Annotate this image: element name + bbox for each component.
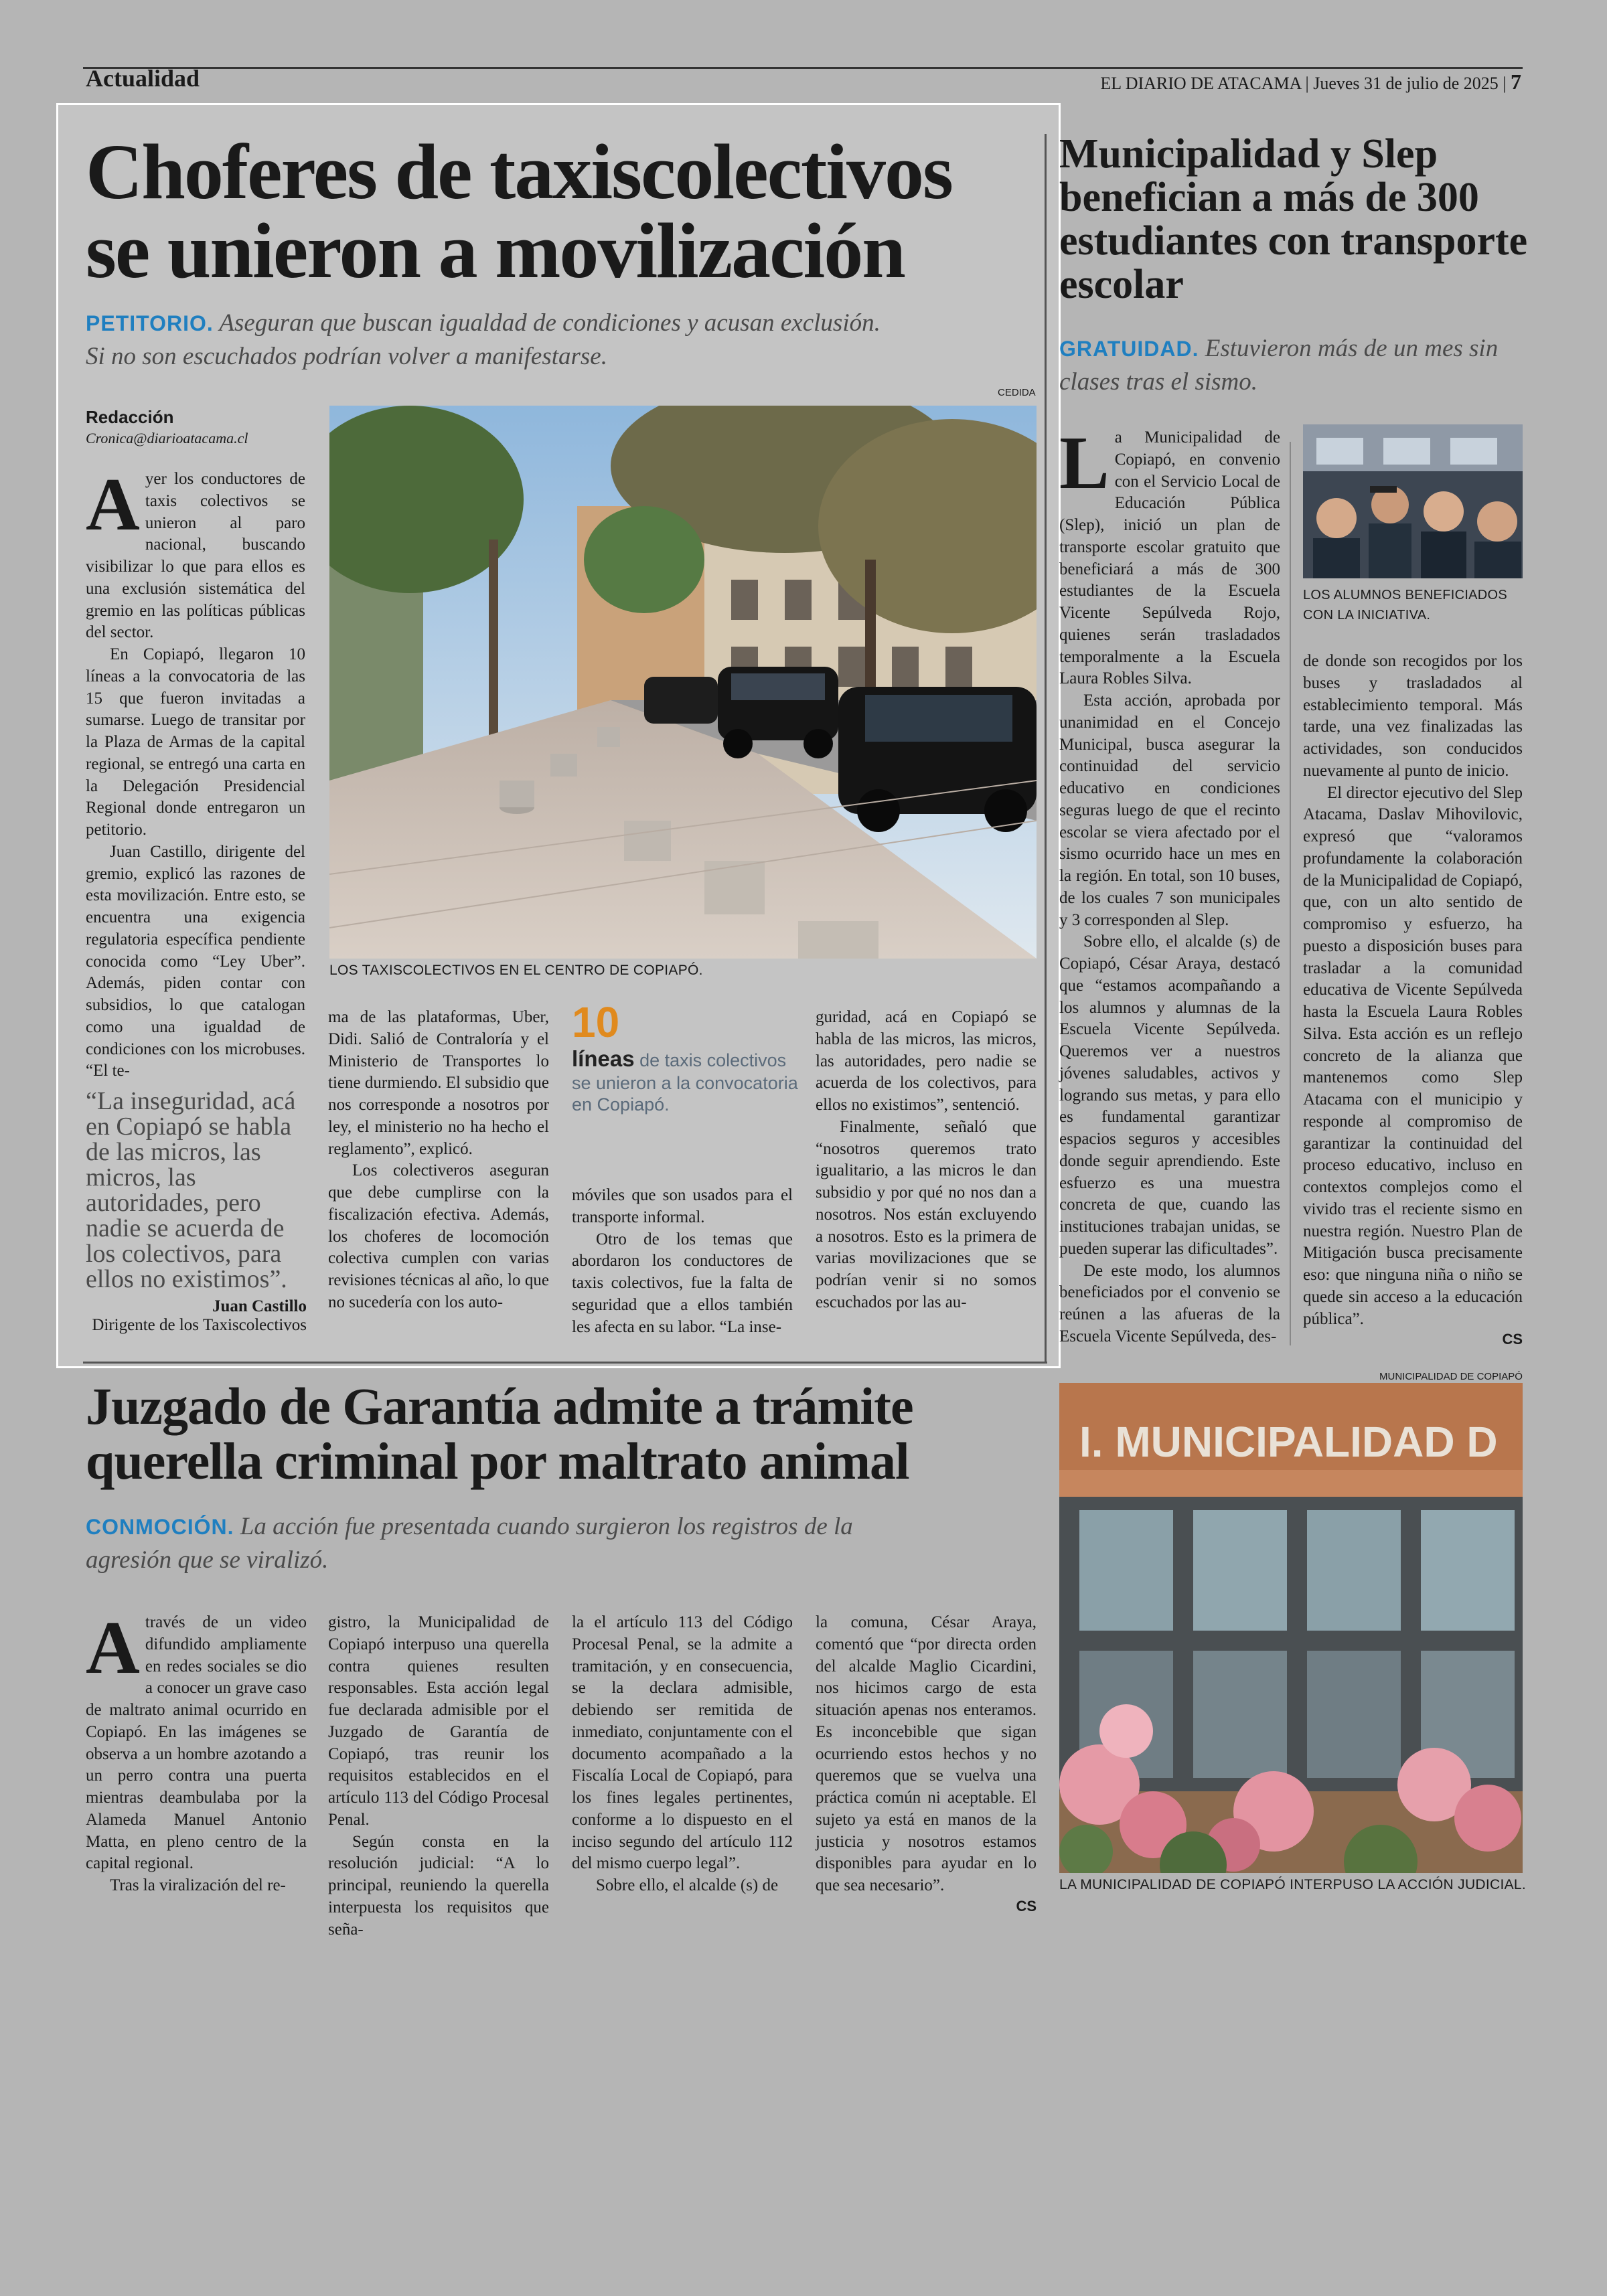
story3-col1	[86, 1607, 307, 1897]
taxi-street-photo	[329, 406, 1037, 959]
story2-kicker-text: Estuvieron más de un mes sin clases tras el sismo.	[1059, 335, 1499, 396]
fact-bold: líneas	[572, 1046, 635, 1071]
story3-col2	[328, 1612, 549, 1941]
story1-headline-line2: se unieron a movilización	[86, 207, 905, 295]
story2-col2	[1303, 651, 1523, 1349]
story1-headline-line1: Choferes de taxiscolectivos	[86, 128, 952, 216]
paragraph: Finalmente, señaló que “nosotros queremos trato igualitario, a las micros le dan subsidio y por qué no nos dan a nosotros. Nos están excluyendo a nosotros. Esto es la primera de varias movilizaciones que se podrían venir si no somos escuchados por las au-	[816, 1117, 1037, 1311]
story3-kicker-text2: agresión que se viralizó.	[86, 1546, 329, 1574]
drop-cap: A	[86, 463, 140, 546]
header-rule	[83, 67, 1523, 69]
paragraph: Tras la viralización del re-	[110, 1876, 286, 1894]
paragraph: Los colectiveros aseguran que debe cumplirse con la fiscalización efectiva. Además, los choferes de locomoción colectiva cumplen con varias revisiones técnicas al año, lo que no sucedería con los auto-	[328, 1161, 549, 1311]
photo-credit: CEDIDA	[998, 387, 1036, 398]
paragraph: la comuna, César Araya, comentó que “por directa orden del alcalde Maglio Cicardini, nos hicimos cargo de esta situación apenas nos enteramos. Es inconcebible que sigan ocurriendo estos hechos y no queremos que se vuelva una práctica común ni aceptable. El sujeto ya está en manos de la justicia y nosotros estamos disponibles para ayudar en lo que sea necesario”.	[816, 1613, 1037, 1894]
paragraph: El director ejecutivo del Slep Atacama, Daslav Mihovilovic, expresó que “valoramos profundamente la colaboración de la Municipalidad de Copiapó, que, con un alto sentido de compromiso y esfuerzo, ha puesto a disposición buses para trasladar a la comunidad educativa de Vicente Sepúlveda hasta la Escuela Laura Robles Silva. Esta acción es un reflejo concreto de la alianza que mantenemos como Slep Atacama con el municipio y responde al compromiso de garantizar la continuidad del proceso educativo, incluso en contextos complejos como el vivido tras el reciente sismo en nuestra región. Nuestro Plan de Mitigación busca precisamente eso: que ninguna niña o niño se quede sin acceso a la educación pública”.	[1303, 783, 1523, 1328]
story2-kicker	[1059, 332, 1528, 399]
story1-col3	[572, 1185, 793, 1338]
story3-headline-line2: querella criminal por maltrato animal	[86, 1431, 909, 1490]
page-number: 7	[1511, 70, 1521, 94]
end-mark: CS	[1502, 1331, 1523, 1348]
story1-col4	[816, 1007, 1037, 1314]
story-divider	[83, 1362, 1047, 1364]
pull-quote: “La inseguridad, acá en Copiapó se habla de las micros, las micros, las autoridades, pero nadie se acuerda de los colectivos, para ellos no existimos”.	[86, 1087, 296, 1293]
paragraph: En Copiapó, llegaron 10 líneas a la convocatoria de las 15 que fueron invitadas a sumarse. Luego de transitar por la Plaza de Armas de la capital regional, se entregó una carta en la Delegación Presidencial Regional donde entregaron un petitorio.	[86, 645, 305, 839]
story2-col1	[1059, 422, 1280, 1348]
story3-kicker-tag: CONMOCIÓN.	[86, 1515, 234, 1539]
column-divider	[1290, 442, 1291, 1345]
drop-cap: L	[1059, 422, 1109, 505]
publication-name: EL DIARIO DE ATACAMA	[1100, 74, 1301, 93]
story3-headline	[86, 1379, 1050, 1489]
quote-author-role: Dirigente de los Taxiscolectivos	[92, 1316, 307, 1334]
paragraph: la el artículo 113 del Código Procesal Penal, se la admite a tramitación, y en consecuencia, se la declara admisible, debiendo ser remitida de inmediato, conjuntamente con el documento acompañado a la Fiscalía Local de Copiapó, para los fines legales pertinentes, conforme a lo dispuesto en el inciso segundo del artículo 112 del mismo cuerpo legal”.	[572, 1613, 793, 1873]
students-photo	[1303, 424, 1523, 578]
byline: Redacción	[86, 407, 174, 427]
fact-box	[572, 1046, 799, 1115]
paragraph: De este modo, los alumnos beneficiados por el convenio se reúnen a las afueras de la Escuela Vicente Sepúlveda, des-	[1059, 1261, 1280, 1345]
paragraph: a Municipalidad de Copiapó, en convenio con el Servicio Local de Educación Pública (Slep), inició un plan de transporte escolar gratuito que beneficiará a más de 300 estudiantes de la Escuela Vicente Sepúlveda Rojo, quienes serán trasladados temporalmente a la Escuela Laura Robles Silva.	[1059, 428, 1280, 688]
paragraph: Esta acción, aprobada por unanimidad en el Concejo Municipal, busca asegurar la continuidad del servicio educativo en condiciones seguras luego de que el recinto escolar se viera afectado por el sismo ocurrido hace un mes en la región. En total, son 10 buses, de los cuales 7 son municipales y 3 corresponden al Slep.	[1059, 691, 1280, 929]
paragraph: de donde son recogidos por los buses y trasladados al establecimiento temporal. Más tarde, una vez finalizadas las actividades, son conducidos nuevamente al punto de inicio.	[1303, 652, 1523, 780]
paragraph: través de un video difundido ampliamente en redes sociales se dio a conocer un grave caso de maltrato animal ocurrido en Copiapó. En las imágenes se observa a un hombre azotando a un perro contra una puerta mientras deambulaba por la Alameda Manuel Antonio Matta, en pleno centro de la capital regional.	[86, 1613, 307, 1873]
story1-kicker-tag: PETITORIO.	[86, 311, 214, 335]
column-divider	[1045, 134, 1047, 1362]
paragraph: gistro, la Municipalidad de Copiapó interpuso una querella contra quienes resulten responsables. Esta acción legal fue declarada admisible por el Juzgado de Garantía de Copiapó, tras reunir los requisitos establecidos en el artículo 113 del Código Procesal Penal.	[328, 1613, 549, 1829]
quote-author-name: Juan Castillo	[212, 1297, 307, 1315]
story1-kicker-text: Aseguran que buscan igualdad de condiciones y acusan exclusión.	[219, 309, 881, 337]
story3-col3	[572, 1612, 793, 1897]
paragraph: Según consta en la resolución judicial: “A lo principal, reuniendo la querella interpuesta los requisitos que seña-	[328, 1832, 549, 1939]
story3-col4	[816, 1612, 1037, 1916]
paragraph: móviles que son usados para el transporte informal.	[572, 1186, 793, 1226]
paragraph: Juan Castillo, dirigente del gremio, explicó las razones de esta movilización. Entre esto, se encuentra una exigencia regulatoria específica pendiente conocida como “Ley Uber”. Además, piden contar con subsidios, lo que catalogan como una igualdad de condiciones con los microbuses. “El te-	[86, 842, 305, 1080]
photo-caption: LOS TAXISCOLECTIVOS EN EL CENTRO DE COPIAPÓ.	[329, 963, 703, 978]
paragraph: guridad, acá en Copiapó se habla de las micros, las micros, las autoridades, pero nadie se acuerda de los colectivos, para ellos no existimos”, sentenció.	[816, 1008, 1037, 1114]
paragraph: ma de las plataformas, Uber, Didi. Salió de Contraloría y el Ministerio de Transportes lo tiene durmiendo. El subsidio que nos corresponde a nosotros por ley, el ministerio no ha hecho el reglamento”, explicó.	[328, 1008, 549, 1158]
story2-headline: Municipalidad y Slep benefician a más de 300 estudiantes con transporte escolar	[1059, 131, 1528, 308]
paragraph: yer los conductores de taxis colectivos se unieron al paro nacional, buscando visibilizar lo que para ellos es una exclusión sistemática del gremio en las políticas públicas del sector.	[86, 470, 305, 642]
story3-kicker-text: La acción fue presentada cuando surgieron los registros de la	[240, 1513, 853, 1540]
publication-info: EL DIARIO DE ATACAMA | Jueves 31 de julio de 2025 | 7	[1100, 70, 1521, 94]
story3-headline-line1: Juzgado de Garantía admite a trámite	[86, 1377, 913, 1435]
paragraph: Otro de los temas que abordaron los conductores de taxis colectivos, fue la falta de seguridad que a ellos también les afecta en su labor. “La inse-	[572, 1230, 793, 1336]
byline-email: Cronica@diarioatacama.cl	[86, 430, 248, 446]
quote-author	[86, 1297, 307, 1335]
photo-credit: MUNICIPALIDAD DE COPIAPÓ	[1379, 1371, 1523, 1382]
story1-col1	[86, 463, 305, 1082]
story3-kicker	[86, 1510, 1050, 1577]
story1-kicker-text2: Si no son escuchados podrían volver a manifestarse.	[86, 342, 607, 370]
fact-number: 10	[572, 998, 620, 1046]
municipality-photo-caption: LA MUNICIPALIDAD DE COPIAPÓ INTERPUSO LA ACCIÓN JUDICIAL.	[1059, 1877, 1527, 1892]
municipality-photo	[1059, 1383, 1523, 1873]
story2-kicker-tag: GRATUIDAD.	[1059, 337, 1199, 361]
fact-text: de taxis colectivos se unieron a la convocatoria en Copiapó.	[572, 1050, 798, 1115]
story1-headline	[86, 128, 1057, 295]
story1-kicker	[86, 307, 1057, 374]
paragraph: Sobre ello, el alcalde (s) de Copiapó, César Araya, destacó que “estamos acompañando a los alumnos y alumnas de la Escuela Vicente Sepúlveda. Queremos ver a nuestros jóvenes saludables, activos y logrando sus metas, y para ello es fundamental garantizar espacios seguros y accesibles donde seguir aprendiendo. Este esfuerzo es una muestra concreta de que, cuando las instituciones trabajan unidas, se pueden superar las dificultades”.	[1059, 932, 1280, 1258]
building-sign-text: I. MUNICIPALIDAD D	[1079, 1418, 1498, 1466]
story1-col2	[328, 1007, 549, 1314]
end-mark: CS	[1016, 1897, 1037, 1914]
students-photo-caption: LOS ALUMNOS BENEFICIADOS CON LA INICIATIVA.	[1303, 588, 1508, 623]
drop-cap: A	[86, 1607, 140, 1690]
paragraph: Sobre ello, el alcalde (s) de	[596, 1876, 779, 1894]
section-name: Actualidad	[86, 65, 200, 92]
publication-date: Jueves 31 de julio de 2025	[1313, 74, 1499, 93]
